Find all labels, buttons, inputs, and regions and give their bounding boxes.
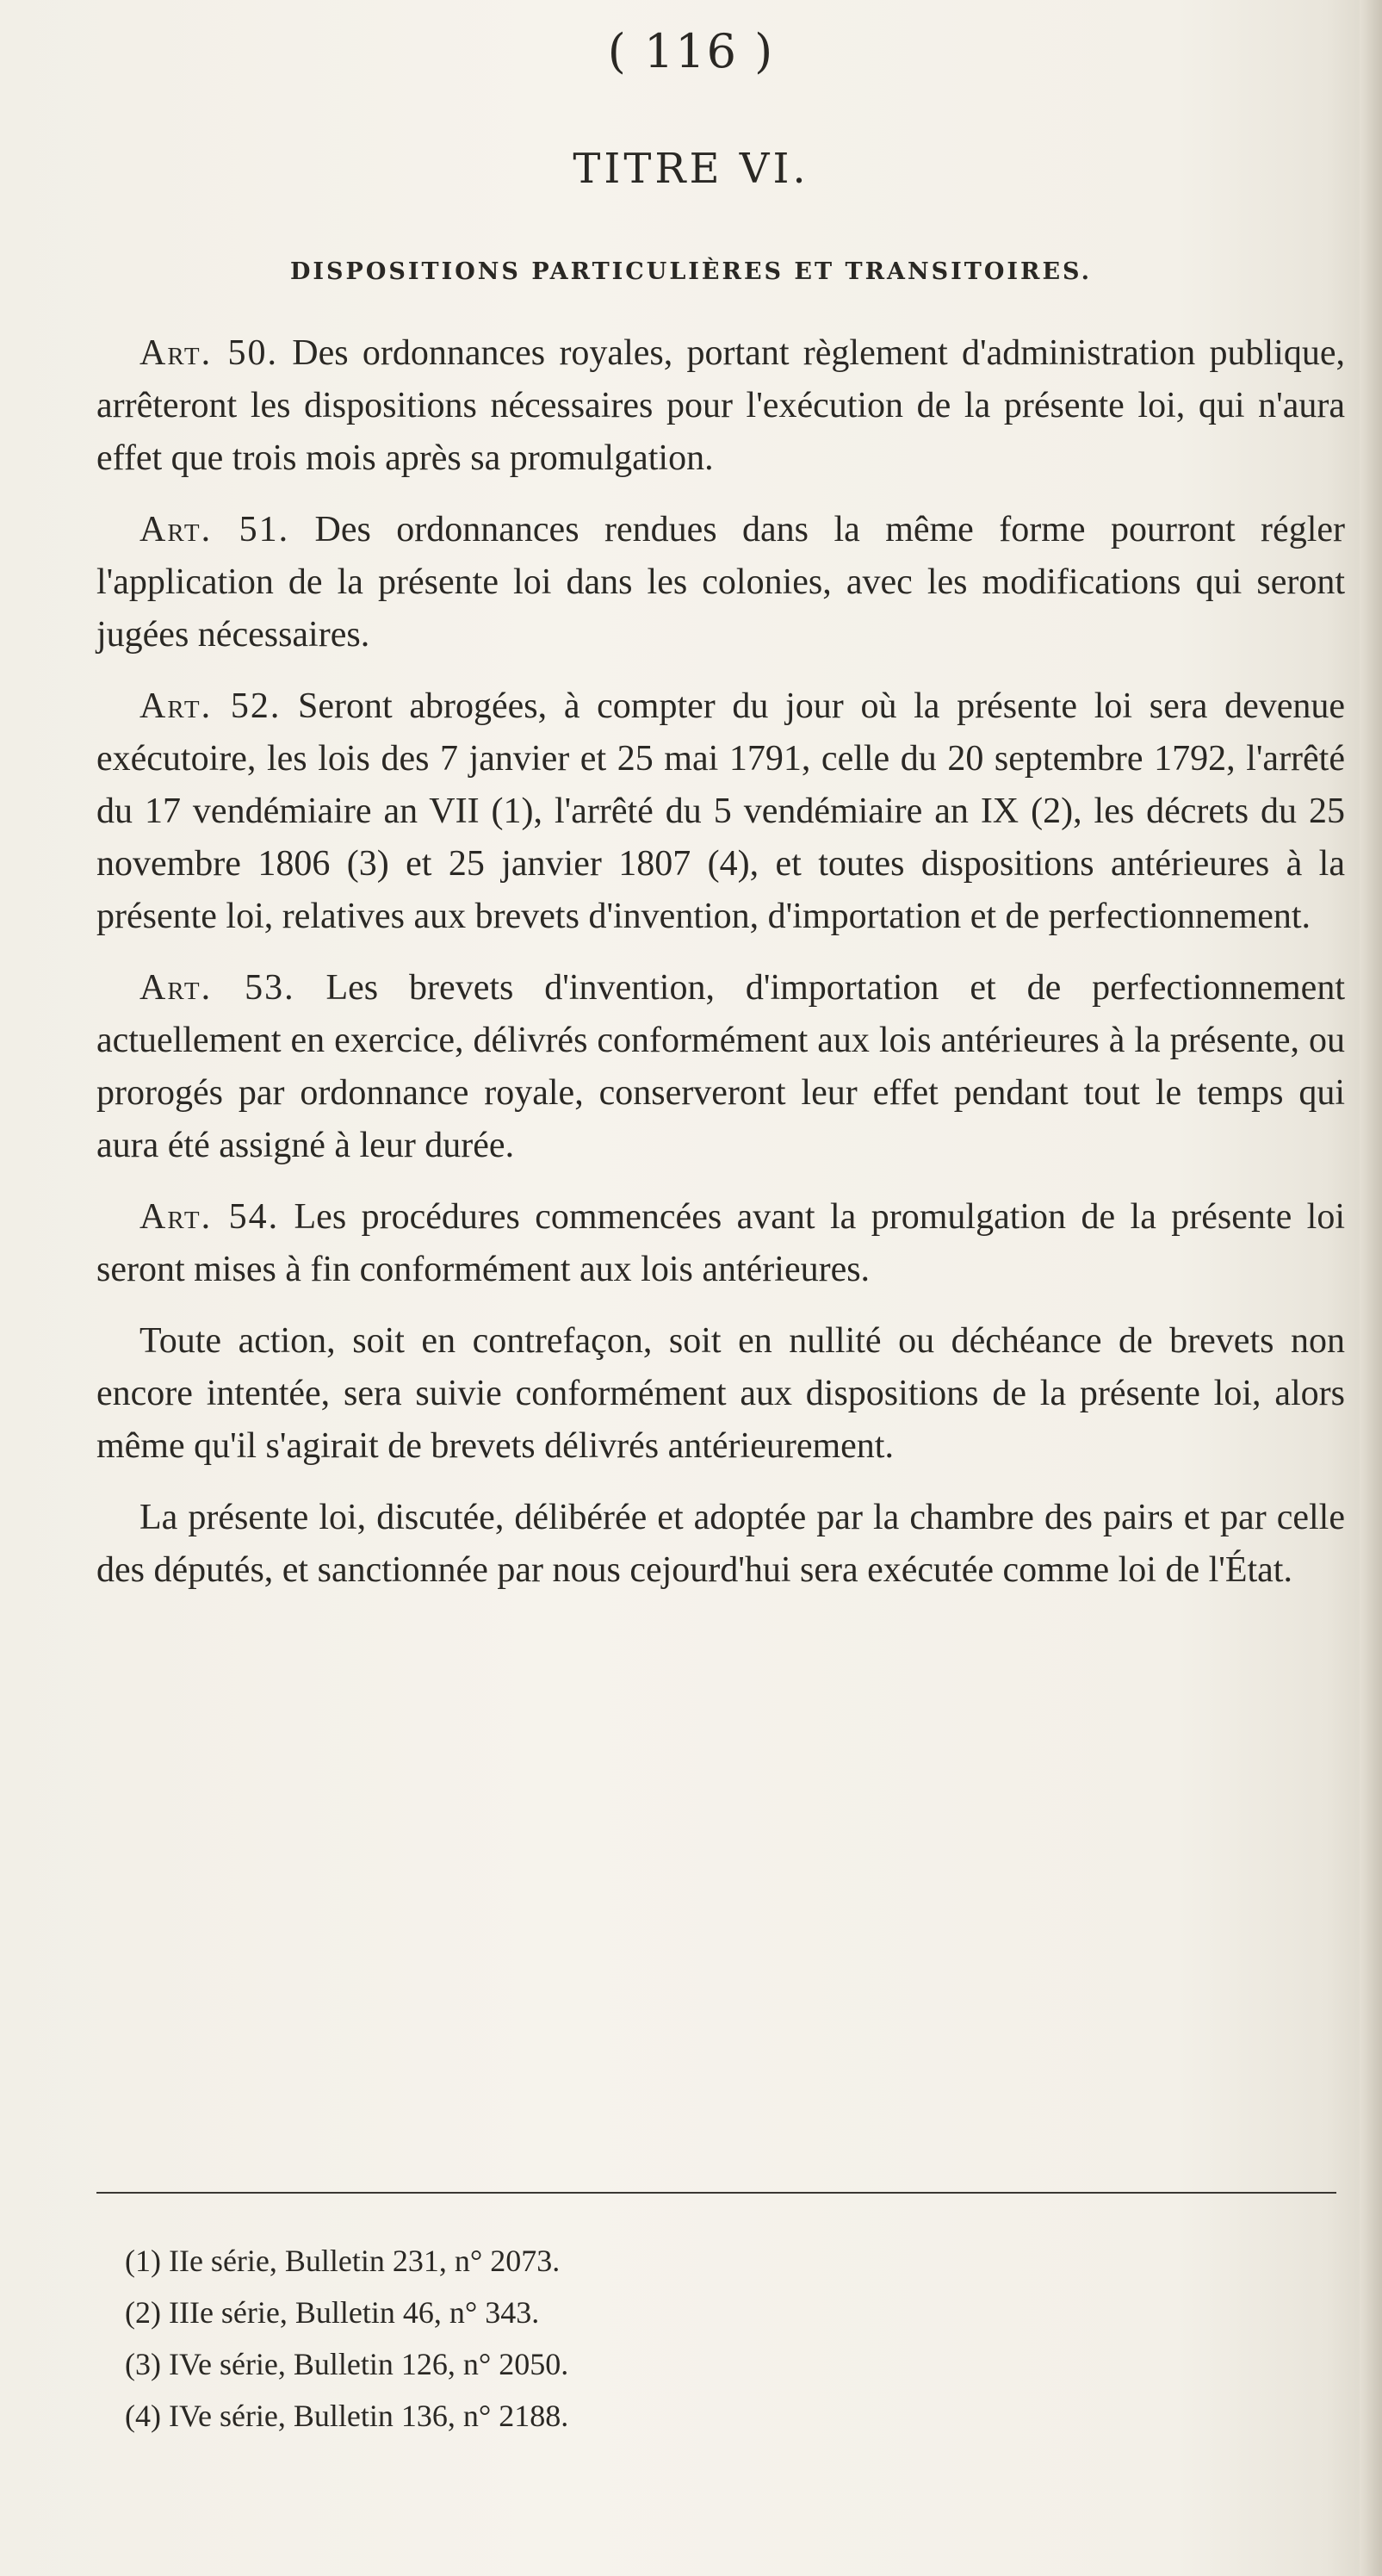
footnote: (4) IVe série, Bulletin 136, n° 2188. [125, 2399, 569, 2433]
article-label: Art. 51. [139, 510, 290, 549]
footnote: (3) IVe série, Bulletin 126, n° 2050. [125, 2347, 569, 2381]
page-edge [1360, 0, 1382, 2576]
paragraph-closing [96, 1492, 1345, 1597]
paragraph-text: Toute action, soit en contrefaçon, soit en nullité ou déchéance de brevets non encore intentée, sera suivie conformément aux dispositions de la présente loi, alors même qu'il s'agirait de brevets délivrés antérieurement. [96, 1321, 1345, 1466]
page-number: ( 116 ) [607, 24, 775, 78]
article-53 [96, 962, 1345, 1172]
article-label: Art. 52. [139, 686, 282, 726]
footnote-divider [96, 2192, 1336, 2194]
article-label: Art. 54. [139, 1197, 280, 1237]
body-text [96, 327, 1345, 1616]
article-text: Seront abrogées, à compter du jour où la présente loi sera devenue exécutoire, les lois des 7 janvier et 25 mai 1791, celle du 20 septembre 1792, l'arrêté du 17 vendémiaire an VII (1), l'arrêté du 5 vendémiaire an IX (2), les décrets du 25 novembre 1806 (3) et 25 janvier 1807 (4), et toutes dispositions antérieures à la présente loi, relatives aux brevets d'invention, d'importation et de perfectionnement. [96, 686, 1345, 936]
article-text: Des ordonnances rendues dans la même forme pourront régler l'application de la présente loi dans les colonies, avec les modifications qui seront jugées nécessaires. [96, 510, 1345, 655]
article-50 [96, 327, 1345, 485]
article-text: Les brevets d'invention, d'importation et de perfectionnement actuellement en exercice, délivrés conformément aux lois antérieures à la présente, ou prorogés par ordonnance royale, conserveront leur effet pendant tout le temps qui aura été assigné à leur durée. [96, 968, 1345, 1165]
article-text: Des ordonnances royales, portant règlement d'administration publique, arrêteront les dispositions nécessaires pour l'exécution de la présente loi, qui n'aura effet que trois mois après sa promulgation. [96, 333, 1345, 478]
article-label: Art. 50. [139, 333, 278, 373]
paragraph-action [96, 1315, 1345, 1473]
section-subtitle: DISPOSITIONS PARTICULIÈRES ET TRANSITOIRES. [290, 258, 1092, 285]
footnotes [125, 2235, 1244, 2442]
article-54 [96, 1191, 1345, 1296]
paragraph-text: La présente loi, discutée, délibérée et adoptée par la chambre des pairs et par celle des députés, et sanctionnée par nous cejourd'hui sera exécutée comme loi de l'État. [96, 1498, 1345, 1590]
footnote: (1) IIe série, Bulletin 231, n° 2073. [125, 2244, 561, 2278]
article-52 [96, 680, 1345, 943]
article-51 [96, 504, 1345, 661]
section-title: TITRE VI. [573, 145, 809, 193]
article-text: Les procédures commencées avant la promulgation de la présente loi seront mises à fin conformément aux lois antérieures. [96, 1197, 1345, 1289]
article-label: Art. 53. [139, 968, 295, 1008]
footnote: (2) IIIe série, Bulletin 46, n° 343. [125, 2295, 540, 2330]
